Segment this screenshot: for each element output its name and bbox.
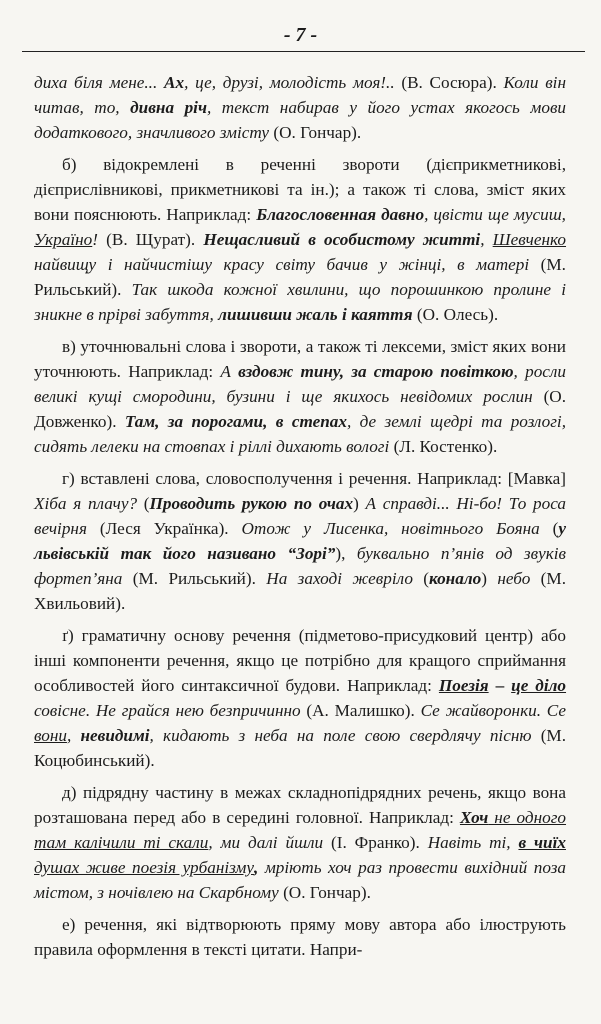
text-run: Навіть ті,	[427, 833, 519, 852]
text-run: Україно	[34, 230, 93, 249]
text-run: Се жайворонки. Се	[420, 701, 566, 720]
text-run: , текст набирав у його устах якогось мови додаткового, значливого змісту	[34, 98, 566, 142]
text-run: (М. Хвильовий).	[34, 569, 566, 613]
text-run: лишивши жаль і каяття	[218, 305, 413, 324]
text-run: (І. Франко).	[323, 833, 428, 852]
body-text	[34, 70, 566, 969]
text-run: (О. Олесь).	[412, 305, 499, 324]
text-run: Так шкода кожної хвилини, що порошинкою пролине і зникне в прірві забуття,	[34, 280, 566, 324]
text-run: ,	[480, 230, 493, 249]
header-rule	[22, 51, 585, 52]
text-run: дивна річ	[130, 98, 207, 117]
text-run: , це, друзі, молодість моя!..	[184, 73, 395, 92]
text-run: , ми далі йшли	[208, 833, 324, 852]
text-run: д) підрядну частину в межах складнопідрядних речень, якщо вона розташована перед або в середині головної. Наприклад:	[34, 783, 566, 827]
text-run: конало	[429, 569, 482, 588]
text-run: е) речення, які відтворюють пряму мову автора або ілюструють правила оформлення в тексті цитати. Напри-	[34, 915, 566, 959]
paragraph-e	[34, 912, 566, 962]
text-run: (	[412, 569, 430, 588]
text-run: г) вставлені слова, словосполучення і речення. Наприклад: [Мавка]	[62, 469, 566, 488]
text-run: А справді... Ні-бо! То роса вечірня	[34, 494, 566, 538]
text-run: Нещасливий в особистому житті	[203, 230, 481, 249]
page-number: - 7 -	[283, 24, 318, 46]
text-run: )	[353, 494, 366, 513]
text-run: ,	[254, 858, 259, 877]
text-run: (О. Довженко).	[34, 387, 566, 431]
text-run: )	[481, 569, 498, 588]
text-run: душах живе поезія урбанізму	[34, 858, 255, 877]
paragraph-g	[34, 623, 566, 773]
text-run: невидимі	[80, 726, 150, 745]
text-run: (В. Щурат).	[98, 230, 204, 249]
text-run: буквально п’янів од звуків фортеп’яна	[34, 544, 566, 588]
text-run: –	[488, 676, 512, 695]
paragraph-v	[34, 334, 566, 459]
text-run: мріють хоч раз провести вихідний поза містом, з ночівлею на Скарбному	[34, 858, 566, 902]
text-run: Отож у Лисенка, новітнього Бояна	[241, 519, 540, 538]
text-run: (М. Коцюбинський).	[34, 726, 567, 770]
text-run: Поезія	[438, 676, 489, 695]
text-run: небо	[497, 569, 531, 588]
text-run: Ах	[164, 73, 185, 92]
text-run: А	[220, 362, 239, 381]
paragraph-b	[34, 152, 566, 327]
text-run: диха біля мене...	[34, 73, 164, 92]
text-run: (О. Гончар).	[269, 123, 362, 142]
text-run: На заході жевріло	[266, 569, 413, 588]
text-run: (О. Гончар).	[278, 883, 371, 902]
text-run: вздовж тину, за старою повіткою	[238, 362, 514, 381]
text-run: совісне. Не грайся нею безпричинно	[34, 701, 301, 720]
text-run: це діло	[511, 676, 567, 695]
text-run: в чиїх	[518, 833, 566, 852]
text-run: (М. Рильський).	[34, 255, 566, 299]
text-run: не одного там калічили ті скали	[34, 808, 567, 852]
text-run: б) відокремлені в реченні звороти (дієприкметникові, дієприслівникові, прикметникові та ін.); а також ті слова, зміст яких вони пояснюють. Наприклад:	[34, 155, 566, 224]
text-run: Проводить рукою по очах	[149, 494, 354, 513]
text-run: (	[539, 519, 559, 538]
text-run: Хіба я плачу?	[34, 494, 138, 513]
text-run: , росли великі кущі смородини, бузини і ще якихось невідомих рослин	[34, 362, 566, 406]
paragraph-continuation	[34, 70, 566, 145]
text-run: (А. Малишко).	[300, 701, 421, 720]
text-run: Шевченко	[492, 230, 567, 249]
text-run: у львівській так його називано “Зорі”	[34, 519, 567, 563]
text-run: Благословенная давно	[256, 205, 425, 224]
text-run: ),	[335, 544, 357, 563]
text-run: ,	[66, 726, 81, 745]
text-run: (Леся Українка).	[86, 519, 242, 538]
text-run: , цвісти ще мусиш,	[424, 205, 566, 224]
text-run: !	[92, 230, 98, 249]
text-run: в) уточнювальні слова і звороти, а також ті лексеми, зміст яких вони уточнюють. Наприклад:	[34, 337, 566, 381]
text-run: ґ) граматичну основу речення (підметово-присудковий центр) або інші компоненти речення, якщо це потрібно для кращого сприймання особливостей його синтаксичної будови. Наприклад:	[34, 626, 566, 695]
paragraph-d	[34, 780, 566, 905]
text-run: , де землі щедрі та розлогі, сидять лелеки на стовпах і ріллі дихають вологі	[34, 412, 567, 456]
text-run: (В. Сосюра).	[394, 73, 504, 92]
text-run: (М. Рильський).	[122, 569, 267, 588]
text-run: Хоч	[459, 808, 489, 827]
text-run: вони	[34, 726, 67, 745]
text-run: (Л. Костенко).	[389, 437, 498, 456]
text-run: , кидають з неба на поле свою свердлячу пісню	[149, 726, 532, 745]
text-run: Коли він читав, то,	[34, 73, 566, 117]
text-run: (	[137, 494, 150, 513]
paragraph-h	[34, 466, 566, 616]
text-run: найвищу і найчистішу красу світу бачив у жінці, в матері	[34, 255, 530, 274]
text-run: Там, за порогами, в степах	[124, 412, 347, 431]
